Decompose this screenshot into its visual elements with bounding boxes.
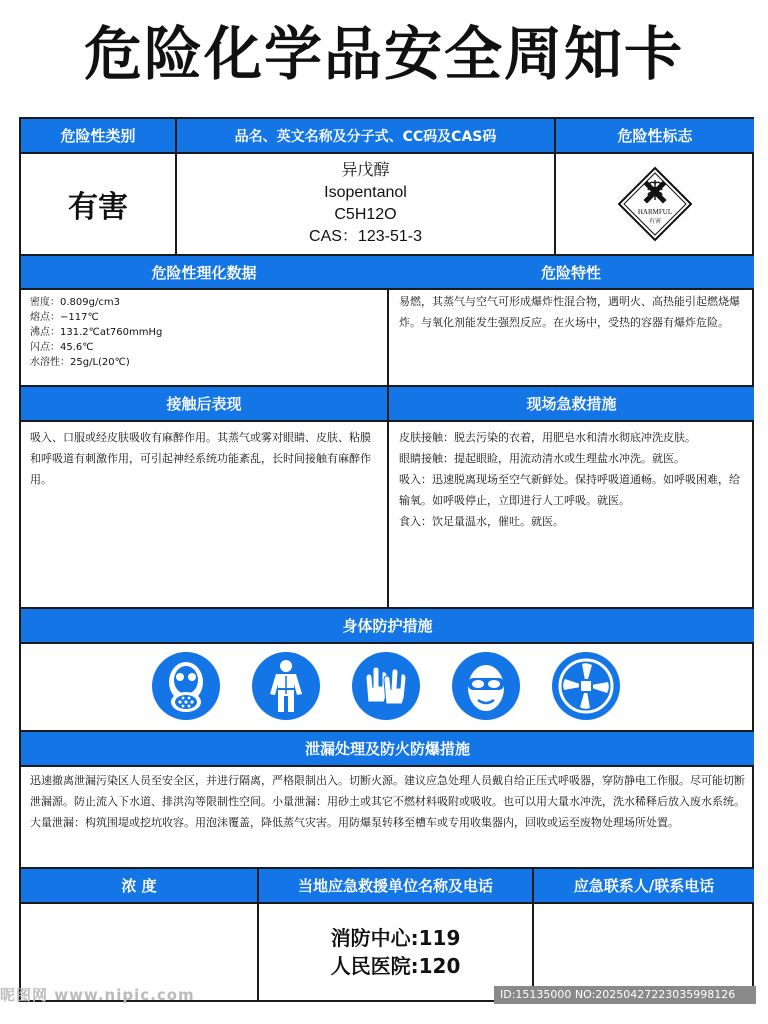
- divider: [21, 642, 754, 644]
- exposure-text: 吸入、口服或经皮肤吸收有麻醉作用。其蒸气或雾对眼睛、皮肤、粘膜和呼吸道有刺激作用，可引起神经系统功能紊乱，长时间接触有麻醉作用。: [30, 431, 371, 486]
- spill-text: 迅速撤离泄漏污染区人员至安全区，并进行隔离，严格限制出入。切断火源。建议应急处理人员戴自给正压式呼吸器，穿防静电工作服。尽可能切断泄漏源。防止流入下水道、排洪沟等限制性空间。小量泄漏：用砂土或其它不燃材料吸附或吸收。也可以用大量水冲洗，洗水稀释后放入废水系统。大量泄漏：构筑围堤或挖坑收容。用泡沫覆盖，降低蒸气灾害。用防爆泵转移至槽车或专用收集器内，回收或运至废物处理场所处置。: [30, 774, 745, 829]
- header-first-aid: 现场急救措施: [389, 387, 754, 420]
- rescue-info: [259, 904, 532, 1000]
- safety-goggles-icon: [452, 652, 520, 720]
- protective-gloves-icon: [352, 652, 420, 720]
- hazard-category-value: 有害: [68, 190, 128, 225]
- first-aid-item: 食入：饮足量温水，催吐。就医。: [399, 515, 564, 528]
- first-aid-item: 眼睛接触：提起眼睑，用流动清水或生理盐水冲洗。就医。: [399, 452, 685, 465]
- header-hazard-category: 危险性类别: [21, 119, 175, 152]
- hazard-props-text: 易燃，其蒸气与空气可形成爆炸性混合物，遇明火、高热能引起燃烧爆炸。与氧化剂能发生强烈反应。在火场中，受热的容器有爆炸危险。: [399, 295, 740, 329]
- gas-mask-icon: [152, 652, 220, 720]
- physchem-list: [30, 295, 380, 370]
- product-en-name: Isopentanol: [324, 184, 407, 201]
- divider: [175, 119, 177, 256]
- header-spill: 泄漏处理及防火防爆措施: [21, 732, 754, 765]
- header-local-rescue: 当地应急救援单位名称及电话: [259, 869, 532, 902]
- product-cas: CAS：123-51-3: [309, 228, 422, 245]
- rescue-fire-center: 消防中心:119: [330, 926, 461, 950]
- ventilation-fan-icon: [552, 652, 620, 720]
- header-emergency-contact: 应急联系人/联系电话: [534, 869, 754, 902]
- header-product-names: 品名、英文名称及分子式、CC码及CAS码: [177, 119, 554, 152]
- divider: [21, 607, 754, 609]
- divider: [21, 152, 754, 154]
- header-hazard-symbol: 危险性标志: [556, 119, 754, 152]
- divider: [387, 288, 389, 387]
- rescue-hospital: 人民医院:120: [330, 954, 461, 978]
- divider: [21, 730, 754, 732]
- first-aid-item: 皮肤接触：脱去污染的衣着，用肥皂水和清水彻底冲洗皮肤。: [399, 431, 696, 444]
- divider: [21, 765, 754, 767]
- divider: [532, 867, 534, 1002]
- page-title: 危险化学品安全周知卡: [83, 20, 684, 88]
- harmful-x-diamond-icon: [617, 166, 693, 242]
- first-aid-item: 吸入：迅速脱离现场至空气新鲜处。保持呼吸道通畅。如呼吸困难，给输氧。如呼吸停止，立即进行人工呼吸。就医。: [399, 473, 740, 507]
- header-physchem: 危险性理化数据: [151, 263, 257, 282]
- product-info: [177, 154, 554, 254]
- safety-card: [19, 117, 754, 1002]
- physchem-item: 水溶性：25g/L(20℃): [30, 357, 130, 368]
- physchem-item: 密度：0.809g/cm3: [30, 297, 120, 308]
- header-protection: 身体防护措施: [21, 609, 754, 642]
- header-exposure: 接触后表现: [21, 387, 387, 420]
- product-formula: C5H12O: [334, 206, 397, 223]
- watermark: 昵图网 www.nipic.com: [0, 986, 195, 1004]
- hazard-symbol-area: [556, 154, 754, 254]
- divider: [21, 902, 754, 904]
- image-id-strip: ID:15135000 NO:20250427223035998126: [494, 986, 756, 1004]
- divider: [21, 254, 754, 256]
- header-hazard-props: 危险特性: [540, 263, 601, 282]
- symbol-en-label: HARMFUL: [637, 208, 673, 216]
- divider: [387, 385, 389, 607]
- product-cn-name: 异戊醇: [341, 162, 390, 179]
- protective-suit-icon: [252, 652, 320, 720]
- physchem-item: 沸点：131.2℃at760mmHg: [30, 327, 163, 338]
- first-aid-list: [399, 427, 747, 532]
- divider: [257, 867, 259, 1002]
- divider: [21, 867, 754, 869]
- physchem-item: 闪点：45.6℃: [30, 342, 94, 353]
- divider: [21, 420, 754, 422]
- header-concentration: 浓 度: [21, 869, 257, 902]
- symbol-cn-label: 有害: [648, 218, 662, 225]
- physchem-item: 熔点：−117℃: [30, 312, 99, 323]
- divider: [554, 119, 556, 256]
